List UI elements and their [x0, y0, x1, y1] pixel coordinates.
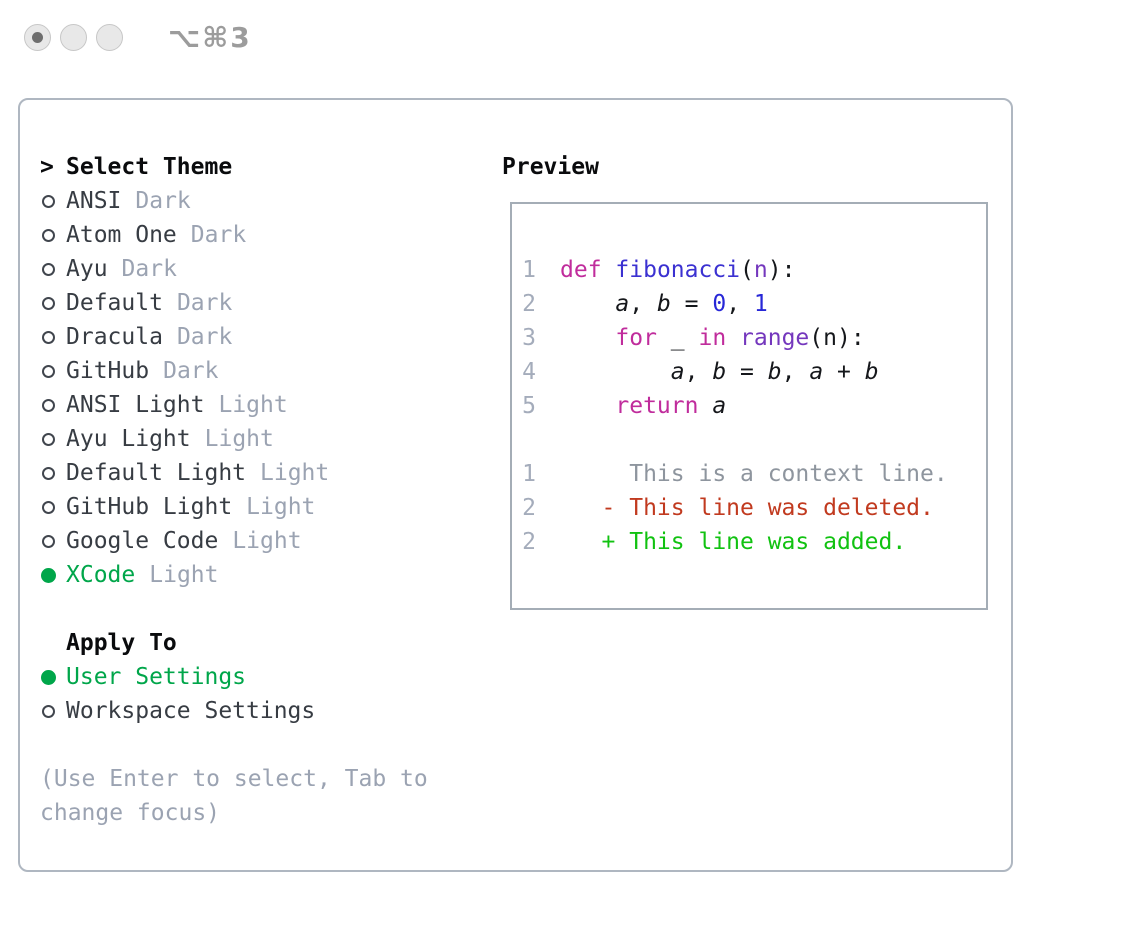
window-shortcut-label: ⌥⌘3 [168, 21, 252, 54]
radio-icon [42, 399, 55, 412]
radio-icon [42, 263, 55, 276]
code-token: = [670, 291, 713, 317]
code-token [560, 325, 615, 351]
code-token [698, 393, 712, 419]
theme-name: Dracula [66, 324, 163, 350]
code-token: 0 [712, 291, 727, 317]
code-tokens [560, 461, 948, 487]
theme-name: XCode [66, 562, 136, 588]
theme-list-title: Select Theme [66, 154, 233, 180]
radio-icon [42, 501, 55, 514]
code-token: , [726, 291, 754, 317]
line-number: 2 [522, 529, 536, 555]
theme-name: Ayu [66, 256, 108, 282]
theme-item[interactable] [40, 184, 470, 218]
code-tokens [560, 291, 768, 317]
theme-variant: Dark [176, 290, 233, 316]
radio-icon [41, 568, 56, 583]
code-token: , [781, 359, 810, 385]
theme-variant: Light [204, 426, 274, 452]
radio-icon [42, 229, 55, 242]
apply-to-header [40, 626, 470, 660]
theme-name: Default Light [66, 460, 247, 486]
code-token [726, 325, 740, 351]
window-button[interactable] [60, 24, 87, 51]
radio-icon [42, 195, 55, 208]
theme-name: GitHub Light [66, 494, 233, 520]
code-token: return [615, 393, 699, 419]
code-line [522, 457, 986, 491]
code-token: ): [767, 257, 796, 283]
theme-list-header [40, 150, 470, 184]
code-token: b [864, 359, 879, 385]
code-token: = [726, 359, 768, 385]
code-line [522, 423, 986, 457]
code-token: a [670, 359, 685, 385]
radio-icon [41, 670, 56, 685]
code-token: ( [740, 257, 754, 283]
spacer [40, 592, 470, 626]
apply-option[interactable] [40, 694, 470, 728]
code-line [522, 491, 986, 525]
line-number: 1 [522, 461, 536, 487]
code-tokens [560, 393, 726, 419]
theme-name: Ayu Light [66, 426, 191, 452]
apply-to-title: Apply To [66, 630, 177, 656]
code-tokens [560, 359, 879, 385]
theme-item[interactable] [40, 490, 470, 524]
window-controls [24, 24, 123, 51]
code-tokens [560, 257, 795, 283]
code-line [522, 287, 986, 321]
code-token [560, 359, 671, 385]
window-button-dot [32, 32, 43, 43]
code-token: b [656, 291, 671, 317]
code-token [602, 257, 616, 283]
apply-options [40, 660, 470, 728]
radio-icon [42, 297, 55, 310]
code-tokens [560, 325, 865, 351]
code-token: b [767, 359, 782, 385]
theme-name: Google Code [66, 528, 219, 554]
apply-option-label: Workspace Settings [66, 698, 316, 724]
code-tokens [560, 495, 934, 521]
theme-variant: Light [246, 494, 316, 520]
code-token: range [740, 325, 810, 351]
apply-option[interactable] [40, 660, 470, 694]
code-token: This is a context line. [560, 461, 948, 487]
code-token: a [809, 359, 824, 385]
code-token: a [712, 393, 727, 419]
theme-item[interactable] [40, 456, 470, 490]
code-token: b [712, 359, 727, 385]
theme-item[interactable] [40, 422, 470, 456]
theme-item[interactable] [40, 558, 470, 592]
help-text: (Use Enter to select, Tab to change focus) [40, 766, 428, 826]
code-token: _ [656, 325, 699, 351]
window-button[interactable] [96, 24, 123, 51]
line-number: 5 [522, 393, 536, 419]
theme-item[interactable] [40, 354, 470, 388]
theme-variant: Dark [163, 358, 219, 384]
theme-item[interactable] [40, 286, 470, 320]
theme-list [40, 150, 470, 830]
code-token: n [753, 257, 768, 283]
theme-item[interactable] [40, 388, 470, 422]
code-token: a [615, 291, 630, 317]
code-line [522, 321, 986, 355]
theme-picker-panel [18, 98, 1013, 872]
preview-box [510, 202, 988, 610]
theme-name: Atom One [66, 222, 177, 248]
code-token: - This line was deleted. [560, 495, 934, 521]
line-number: 2 [522, 495, 536, 521]
theme-variant: Dark [190, 222, 247, 248]
line-number: 3 [522, 325, 536, 351]
code-token [560, 393, 615, 419]
theme-variant: Dark [135, 188, 191, 214]
theme-name: ANSI Light [66, 392, 205, 418]
apply-option-label: User Settings [66, 664, 247, 690]
code-token: in [698, 325, 727, 351]
radio-icon [42, 433, 55, 446]
theme-item[interactable] [40, 252, 470, 286]
code-token: , [684, 359, 713, 385]
radio-icon [42, 535, 55, 548]
theme-variant: Dark [121, 256, 177, 282]
theme-item[interactable] [40, 524, 470, 558]
theme-variant: Light [232, 528, 302, 554]
radio-icon [42, 331, 55, 344]
preview-title: Preview [502, 154, 599, 180]
code-line [522, 525, 986, 559]
code-token: + [823, 359, 865, 385]
radio-icon [42, 365, 55, 378]
code-tokens [560, 529, 906, 555]
code-token [560, 291, 615, 317]
theme-variant: Light [149, 562, 219, 588]
theme-variant: Light [218, 392, 288, 418]
radio-icon [42, 705, 55, 718]
radio-icon [42, 467, 55, 480]
theme-item[interactable] [40, 320, 470, 354]
code-token: for [615, 325, 657, 351]
theme-variant: Light [260, 460, 330, 486]
code-line [522, 389, 986, 423]
window-button-active[interactable] [24, 24, 51, 51]
code-token: (n): [809, 325, 865, 351]
code-token: def [560, 257, 602, 283]
theme-variant: Dark [176, 324, 233, 350]
code-line [522, 355, 986, 389]
theme-items [40, 184, 470, 592]
theme-name: GitHub [66, 358, 150, 384]
line-number: 4 [522, 359, 536, 385]
theme-name: ANSI [66, 188, 122, 214]
code-token: , [629, 291, 657, 317]
prompt-caret: > [40, 154, 54, 180]
theme-name: Default [66, 290, 163, 316]
code-token: + This line was added. [560, 529, 907, 555]
code-line [522, 253, 986, 287]
line-number: 1 [522, 257, 536, 283]
theme-item[interactable] [40, 218, 470, 252]
code-token: 1 [753, 291, 768, 317]
line-number: 2 [522, 291, 536, 317]
code-token: fibonacci [615, 257, 741, 283]
